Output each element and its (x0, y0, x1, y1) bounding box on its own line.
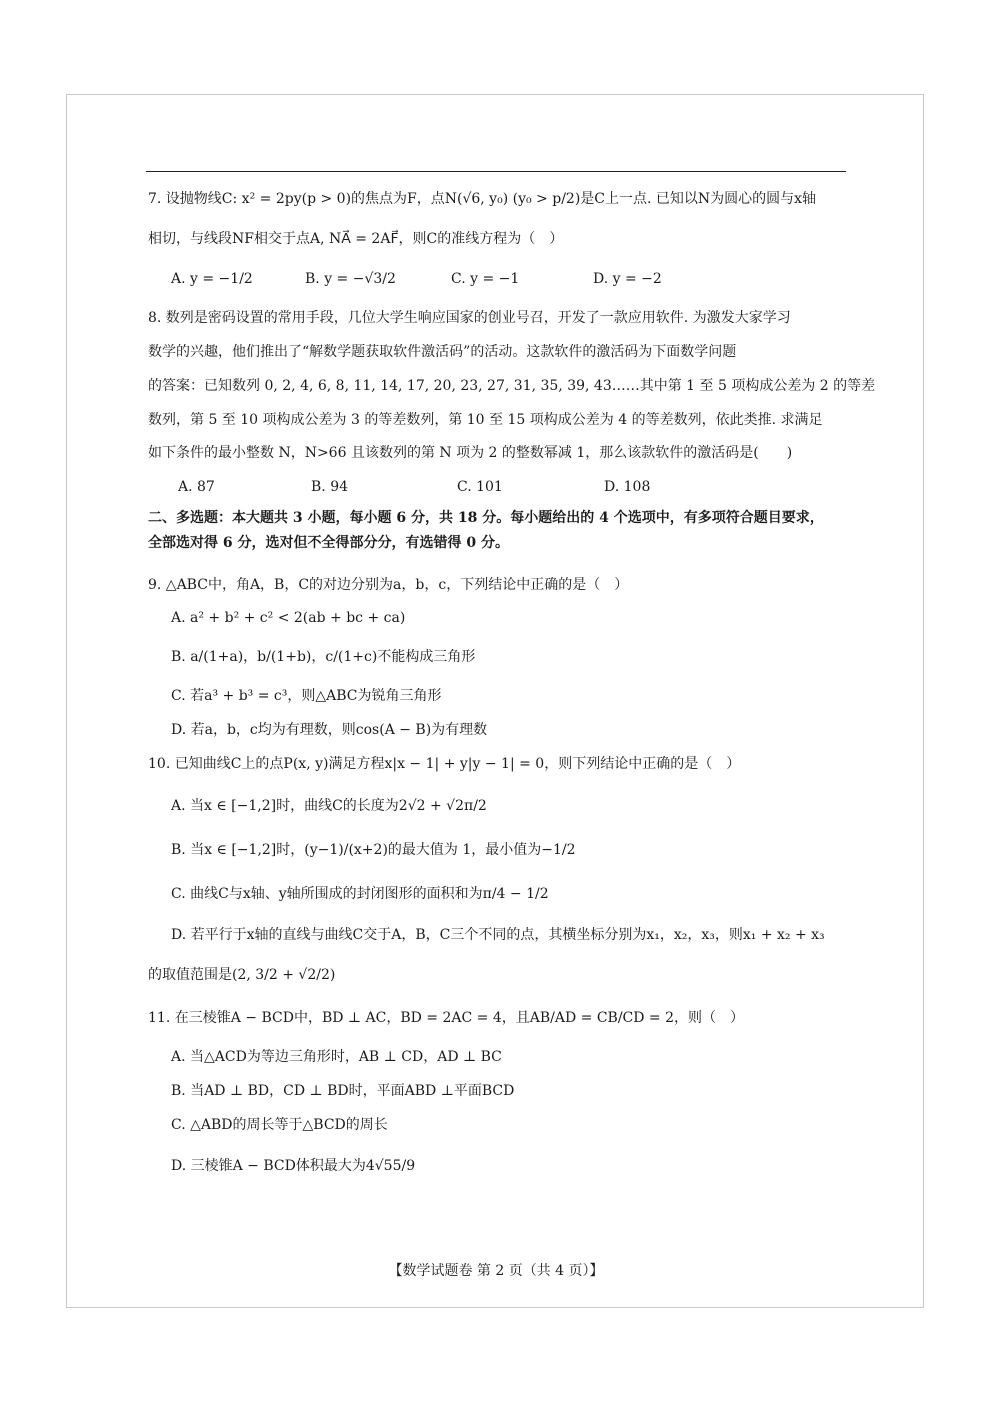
q9-option-a: A. a² + b² + c² < 2(ab + bc + ca) (171, 610, 406, 626)
q7-line-2: 相切，与线段NF相交于点A, NA⃗ = 2AF⃗，则C的准线方程为（ ） (148, 231, 564, 247)
q10-option-a: A. 当x ∈ [−1,2]时，曲线C的长度为2√2 + √2π/2 (171, 798, 487, 814)
q10-option-b: B. 当x ∈ [−1,2]时，(y−1)/(x+2)的最大值为 1，最小值为−1/2 (171, 842, 576, 858)
q9-stem: 9. △ABC中，角A，B，C的对边分别为a，b，c，下列结论中正确的是（ ） (148, 577, 629, 593)
q10-option-d-line-1: D. 若平行于x轴的直线与曲线C交于A，B，C三个不同的点，其横坐标分别为x₁，x₂，x₃，则x₁ + x₂ + x₃ (171, 927, 825, 943)
q8-line-2: 数学的兴趣，他们推出了“解数学题获取软件激活码”的活动。这款软件的激活码为下面数学问题 (148, 344, 737, 360)
q9-option-d: D. 若a，b，c均为有理数，则cos(A − B)为有理数 (171, 722, 488, 738)
q8-option-a: A. 87 (178, 479, 215, 495)
q8-line-1: 8. 数列是密码设置的常用手段，几位大学生响应国家的创业号召，开发了一款应用软件. 为激发大家学习 (148, 310, 791, 326)
header-rule (146, 171, 846, 172)
q8-options (178, 477, 650, 497)
q11-option-d: D. 三棱锥A − BCD体积最大为4√55/9 (171, 1158, 416, 1174)
q11-option-a: A. 当△ACD为等边三角形时，AB ⊥ CD，AD ⊥ BC (171, 1049, 502, 1065)
q11-option-c: C. △ABD的周长等于△BCD的周长 (171, 1117, 388, 1133)
q8-line-4: 数列，第 5 至 10 项构成公差为 3 的等差数列，第 10 至 15 项构成公差为 4 的等差数列，依此类推. 求满足 (148, 412, 823, 428)
q7-options (171, 269, 662, 289)
q7-option-d: D. y = −2 (593, 271, 662, 287)
q11-option-b: B. 当AD ⊥ BD，CD ⊥ BD时，平面ABD ⊥平面BCD (171, 1083, 515, 1099)
q8-line-5: 如下条件的最小整数 N，N>66 且该数列的第 N 项为 2 的整数幂减 1，那么该款软件的激活码是( ) (148, 445, 793, 461)
q11-stem: 11. 在三棱锥A − BCD中，BD ⊥ AC，BD = 2AC = 4，且AB/AD = CB/CD = 2，则（ ） (148, 1010, 745, 1026)
section2-heading-line-2: 全部选对得 6 分，选对但不全得部分分，有选错得 0 分。 (148, 535, 509, 551)
q9-option-b: B. a/(1+a)，b/(1+b)，c/(1+c)不能构成三角形 (171, 649, 476, 665)
page-footer: 【数学试题卷 第 2 页（共 4 页）】 (388, 1263, 604, 1279)
q7-option-c: C. y = −1 (451, 271, 520, 287)
q10-option-c: C. 曲线C与x轴、y轴所围成的封闭图形的面积和为π/4 − 1/2 (171, 886, 549, 902)
q10-option-d-line-2: 的取值范围是(2, 3/2 + √2/2) (148, 967, 336, 983)
q9-option-c: C. 若a³ + b³ = c³，则△ABC为锐角三角形 (171, 688, 442, 704)
q7-option-a: A. y = −1/2 (171, 271, 253, 287)
q7-option-b: B. y = −√3/2 (305, 271, 396, 287)
section2-heading-line-1: 二、多选题：本大题共 3 小题，每小题 6 分，共 18 分。每小题给出的 4 个选项中，有多项符合题目要求， (148, 510, 824, 526)
q8-line-3: 的答案：已知数列 0, 2, 4, 6, 8, 11, 14, 17, 20, 23, 27, 31, 35, 39, 43……其中第 1 至 5 项构成公差为 2 的等差 (148, 378, 876, 394)
q10-stem: 10. 已知曲线C上的点P(x, y)满足方程x|x − 1| + y|y − 1| = 0，则下列结论中正确的是（ ） (148, 756, 741, 772)
q8-option-d: D. 108 (604, 479, 651, 495)
q8-option-b: B. 94 (311, 479, 349, 495)
q8-option-c: C. 101 (457, 479, 503, 495)
q7-line-1: 7. 设抛物线C: x² = 2py(p > 0)的焦点为F，点N(√6, y₀) (y₀ > p/2)是C上一点. 已知以N为圆心的圆与x轴 (148, 191, 817, 207)
